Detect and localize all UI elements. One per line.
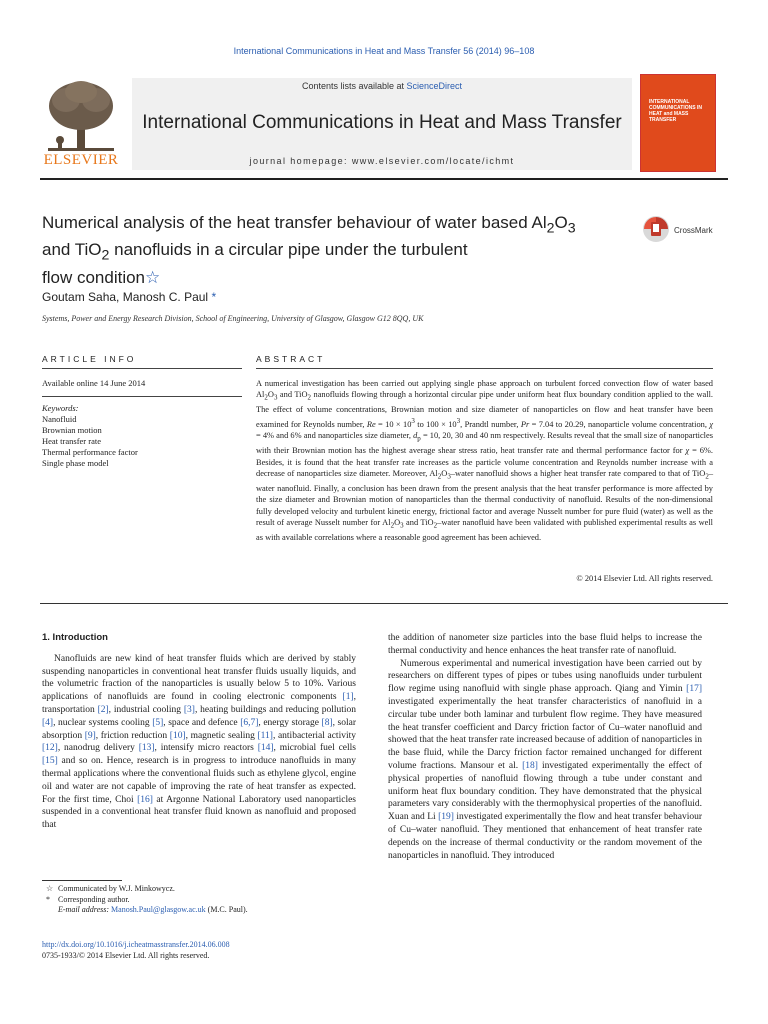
header-divider [40, 178, 728, 180]
footnote-email [42, 905, 248, 916]
doi-link[interactable]: http://dx.doi.org/10.1016/j.icheatmasstransfer.2014.06.008 [42, 940, 230, 949]
journal-homepage [132, 156, 632, 166]
article-title: Numerical analysis of the heat transfer behaviour of water based $Al_2O_3$ and TiO$_2$ nanofluids in a circular pipe under the turbulent flow condition☆ [42, 213, 576, 287]
column-left [42, 632, 356, 832]
footnote-mark: ☆ [46, 884, 54, 893]
author-names: Goutam Saha, Manosh C. Paul [42, 290, 212, 304]
footnote-text: Corresponding author. [58, 894, 130, 904]
publisher-name: ELSEVIER [43, 152, 119, 168]
abstract-body: A numerical investigation has been carried out applying single phase approach on turbulent forced convection flow of water based $Al_2O_3$ and TiO$_2$ nanofluids flowing through a horizontal circular pipe under uniform heat flux boundary condition applied to the wall. The effect of volume concentrations, Brownian motion and size diameter of nanoparticles on flow and heat transfer have been examined for Reynolds number, $Re = 10 \times 10^3$ to $100 \times 10^3$, Prandtl number, Pr = 7.04 to 20.29, nanoparticle volume concentration, χ = 4% and 6% and nanoparticles size diameter, $d_p = 10$, 20, 30 and 40 nm respectively. Results reveal that the small size of nanoparticles with their Brownian motion has the highest average shear stress ratio, heat transfer rate and thermal performance factor for χ = 6%. Besides, it is found that the heat transfer rate increases as the particle volume concentration and Reynolds number increase with a decrease of nanoparticles size diameter. Moreover, $Al_2O_3$–water nanofluid shows a higher heat transfer rate compared to that of TiO$_2$–water nanofluid. Finally, a conclusion has been drawn from the present analysis that the heat transfer performance is more affected by the size diameter and Brownian motion of nanoparticles than the thermal conductivity of nanofluid. Results of the non-dimensional fully developed velocity and turbulent kinetic energy, frictional factor and average Nusselt number for pure fluid (water) as well as the result of average Nusselt number for $Al_2O_3$ and TiO$_2$–water nanofluid have been validated with published experimental results as well as with available correlations where a reasonable good agreement has been achieved. [256, 379, 714, 543]
paragraph: Nanofluids are new kind of heat transfer fluids which are derived by stably suspending nanoparticles in conventional heat transfer fluids usually liquids, and the volumetric fraction of the nanoparticles is usually below 5 to 10%. Various applications of nanofluids are found in cooling electronic components [1], transportation [2], industrial cooling [3], heating buildings and reducing pollution [4], nuclear systems cooling [5], space and defence [6,7], energy storage [8], solar absorption [9], friction reduction [10], magnetic sealing [11], antibacterial activity [12], nanodrug delivery [13], intensify micro reactors [14], microbial fuel cells [15] and so on. Hence, research is in progress to introduce nanofluids in many thermal applications where the conventional fluids such as ethylene glycol, engine oil and water are not capable of improving the rate of heat transfer as expected. For the first time, Choi [16] at Argonne National Laboratory used nanoparticles suspended in a conventional heat transfer fluid known as nanofluid and proposed that [42, 653, 357, 831]
journal-citation[interactable]: International Communications in Heat and Mass Transfer 56 (2014) 96–108 [233, 46, 535, 56]
article-info-rule-2 [42, 396, 242, 397]
keyword: Heat transfer rate [42, 436, 101, 446]
crossmark-badge[interactable] [642, 214, 732, 244]
footnote-mark: * [46, 894, 50, 904]
abstract-rule [256, 368, 713, 369]
body-divider [40, 603, 728, 604]
paragraph: Numerous experimental and numerical investigation have been carried out by researchers on different types of pipes or tubes using nanofluids under turbulent flow regime using nanofluid with single phase approach. Qiang and Yimin [17] investigated experimentally the heat transfer characteristics of nanofluid in a circular tube under both laminar and turbulent flow regime. They have measured the heat transfer coefficient and Darcy friction factor of Cu–water nanofluid and showed that the heat transfer rate increased because of addition of nanoparticles in the base fluid, while the Darcy friction factor remained unchanged for different volume fractions. Mansour et al. [18] investigated experimentally the effect of physical properties of nanofluid flowing through a tube under constant and uniform heat flux boundary condition. They have demonstrated that the physical parameters vary considerably with the thermophysical properties of the nanofluid. Xuan and Li [19] investigated experimentally the flow and heat transfer behaviour of Cu–water nanofluid. They mentioned that enhancement of heat transfer rate depends on the increase of thermal conductivity or the random movement of the nanoparticles in nanofluid. They introduced [388, 658, 702, 861]
crossmark-label: CrossMark [674, 226, 713, 235]
journal-banner [132, 78, 632, 170]
footnote-rule [42, 880, 122, 881]
paragraph: the addition of nanometer size particles into the base fluid helps to increase the thermal conductivity and hence enhances the heat transfer rate of nanofluid. [388, 633, 702, 656]
keyword: Brownian motion [42, 425, 102, 435]
keywords-label: Keywords: [42, 403, 79, 413]
keyword: Nanofluid [42, 414, 77, 424]
contents-prefix: Contents lists available at [301, 81, 407, 91]
footnote-text: Communicated by W.J. Minkowycz. [58, 884, 175, 893]
email-label: E-mail address: [58, 905, 112, 915]
keyword: Single phase model [42, 458, 109, 468]
corresponding-author-mark[interactable]: * [211, 290, 217, 304]
sciencedirect-link[interactable]: ScienceDirect [406, 81, 463, 91]
journal-cover-thumbnail[interactable] [640, 74, 716, 172]
available-online: Available online 14 June 2014 [42, 378, 146, 388]
footnotes [42, 884, 248, 916]
footnote [42, 895, 248, 906]
homepage-prefix: journal homepage: [249, 156, 352, 166]
email-suffix: (M.C. Paul). [205, 905, 248, 915]
contents-line [132, 81, 632, 91]
copyright: © 2014 Elsevier Ltd. All rights reserved. [576, 574, 713, 583]
affiliation: Systems, Power and Energy Research Division, School of Engineering, University of Glasgow, Glasgow G12 8QQ, UK [42, 314, 424, 323]
email-link[interactable]: Manosh.Paul@glasgow.ac.uk [111, 905, 206, 915]
authors [42, 290, 216, 304]
issn-line: 0735-1933/© 2014 Elsevier Ltd. All rights reserved. [42, 950, 210, 960]
doi-block [42, 940, 230, 961]
abstract-heading: ABSTRACT [256, 354, 326, 364]
article-info-rule [42, 368, 242, 369]
article-info-heading: ARTICLE INFO [42, 354, 137, 364]
journal-title: International Communications in Heat and Mass Transfer [142, 112, 622, 133]
keyword-list [42, 414, 138, 469]
cover-text: INTERNATIONAL COMMUNICATIONS IN HEAT and MASS TRANSFER [649, 99, 702, 123]
homepage-link[interactable]: www.elsevier.com/locate/ichmt [351, 156, 515, 166]
section-heading: 1. Introduction [42, 632, 108, 643]
column-right [388, 632, 702, 862]
keyword: Thermal performance factor [42, 447, 138, 457]
crossmark-icon [642, 214, 670, 244]
footnote [42, 884, 248, 895]
masthead [40, 74, 728, 172]
